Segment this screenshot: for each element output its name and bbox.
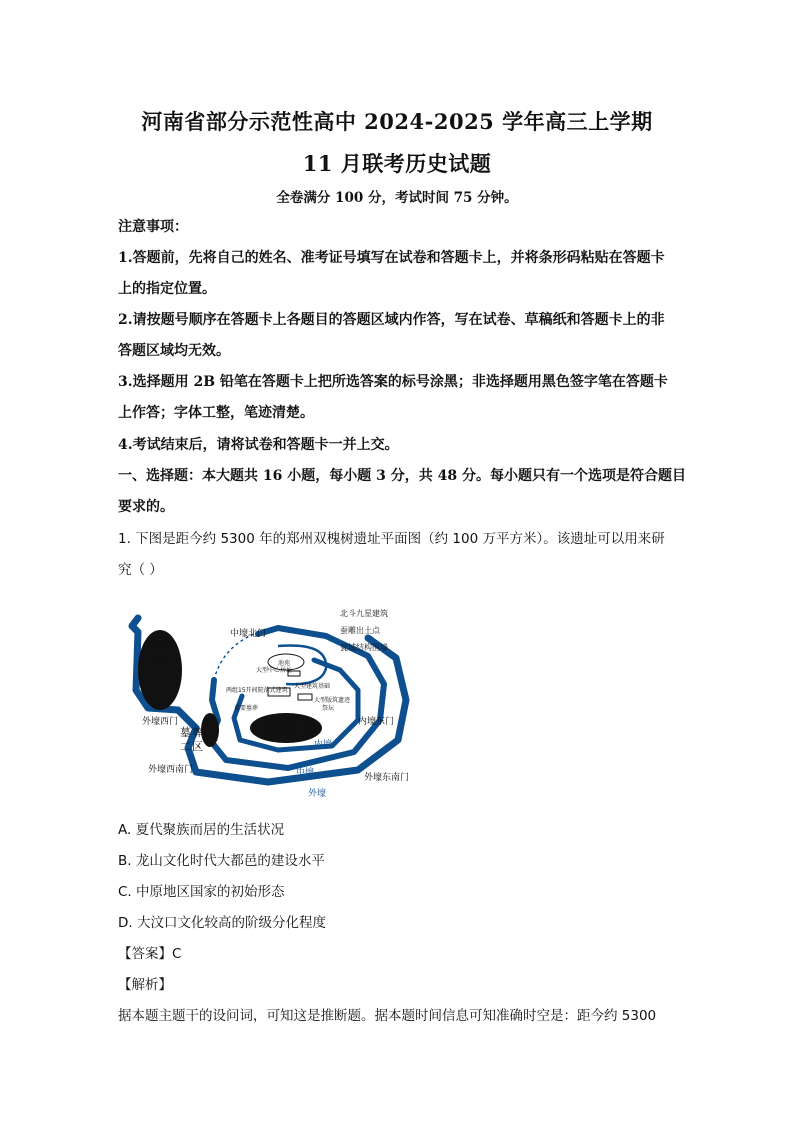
note-line: 答题区域均无效。: [118, 343, 230, 359]
altar-base-label: 大型版筑遗迹: [314, 697, 351, 704]
silkworm-label: 蚕雕出土点: [340, 626, 380, 635]
center-residence-label: 大型中心居址: [256, 667, 293, 674]
exam-title-line2: 11 月联考历史试题: [302, 151, 492, 176]
note-line: 2.请按题号顺序在答题卡上各题目的答题区域内作答，写在试卷、草稿纸和答题卡上的非: [118, 312, 665, 328]
note-line: 1.答题前，先将自己的姓名、准考证号填写在试卷和答题卡上，并将条形码粘贴在答题卡: [118, 250, 665, 266]
middle-moat-label: 中壕: [296, 768, 315, 778]
important-tomb-label: 重要墓葬: [234, 705, 259, 712]
answer-line: 【答案】C: [118, 946, 182, 962]
outer-moat-label: 外壕: [308, 789, 327, 799]
question-stem: 1. 下图是距今约 5300 年的郑州双槐树遗址平面图（约 100 万平方米）。该遗址可以用来研: [118, 531, 665, 547]
option-b[interactable]: B. 龙山文化时代大都邑的建设水平: [118, 853, 325, 869]
analysis-text: 据本题主题干的设问词，可知这是推断题。据本题时间信息可知准确时空是：距今约 5300: [118, 1008, 657, 1024]
note-line: 上的指定位置。: [118, 281, 216, 297]
option-a[interactable]: A. 夏代聚族而居的生活状况: [118, 822, 285, 838]
altar-mark: [298, 694, 312, 700]
pool-label: 池苑: [278, 660, 291, 667]
urn-wall-label: 瓮城结构围墙: [340, 643, 388, 652]
tomb-zone-1-char: 墓: [154, 640, 165, 653]
section-heading-cont: 要求的。: [118, 499, 174, 515]
tomb-zone-1-char: 一: [154, 672, 165, 685]
question-stem-cont: 究（ ）: [118, 562, 163, 578]
tomb-zone-2-char: 二: [180, 740, 191, 753]
middle-north-gate-label: 中壕北门: [230, 629, 267, 639]
notes-heading: 注意事项：: [118, 219, 188, 235]
outer-southwest-gate-label: 外壕西南门: [148, 765, 194, 775]
tomb-zone-1-char: 区: [154, 688, 165, 701]
exam-title-line1: 河南省部分示范性高中 2024-2025 学年高三上学期: [141, 109, 653, 134]
site-plan-map: [118, 600, 418, 800]
outer-southeast-gate-label: 外壕东南门: [364, 773, 410, 783]
note-line: 上作答；字体工整，笔迹清楚。: [118, 405, 314, 421]
inner-east-gate-label: 内壕东门: [358, 717, 395, 727]
section-heading: 一、选择题：本大题共 16 小题，每小题 3 分，共 48 分。每小题只有一个选项是符合题目: [118, 468, 686, 484]
analysis-heading: 【解析】: [118, 977, 172, 993]
courtyard-label: 两组15开间院落式建筑: [226, 687, 288, 694]
big-dipper-label: 北斗九星建筑: [340, 609, 388, 618]
dashed-moat-line: [214, 634, 254, 680]
tomb-zone-2-char: 葬: [192, 726, 203, 739]
note-line: 4.考试结束后，请将试卷和答题卡一并上交。: [118, 437, 399, 453]
option-d[interactable]: D. 大汶口文化较高的阶级分化程度: [118, 915, 326, 931]
tomb-zone-2-char: 墓: [180, 726, 191, 739]
tomb-zone-1-char: 葬: [154, 656, 165, 669]
exam-info: 全卷满分 100 分，考试时间 75 分钟。: [276, 190, 518, 206]
option-c[interactable]: C. 中原地区国家的初始形态: [118, 884, 285, 900]
big-foundation-label: 大型建筑基础: [294, 683, 331, 690]
altar-label: 祭坛: [322, 705, 335, 712]
inner-moat-label: 内壕: [314, 740, 333, 750]
tomb-zone-2-shape: [201, 713, 219, 747]
tomb-zone-3-label: 墓葬三区: [261, 722, 314, 737]
note-line: 3.选择题用 2B 铅笔在答题卡上把所选答案的标号涂黑；非选择题用黑色签字笔在答题卡: [118, 374, 668, 390]
tomb-zone-2-char: 区: [192, 740, 203, 753]
outer-west-gate-label: 外壕西门: [142, 717, 179, 727]
